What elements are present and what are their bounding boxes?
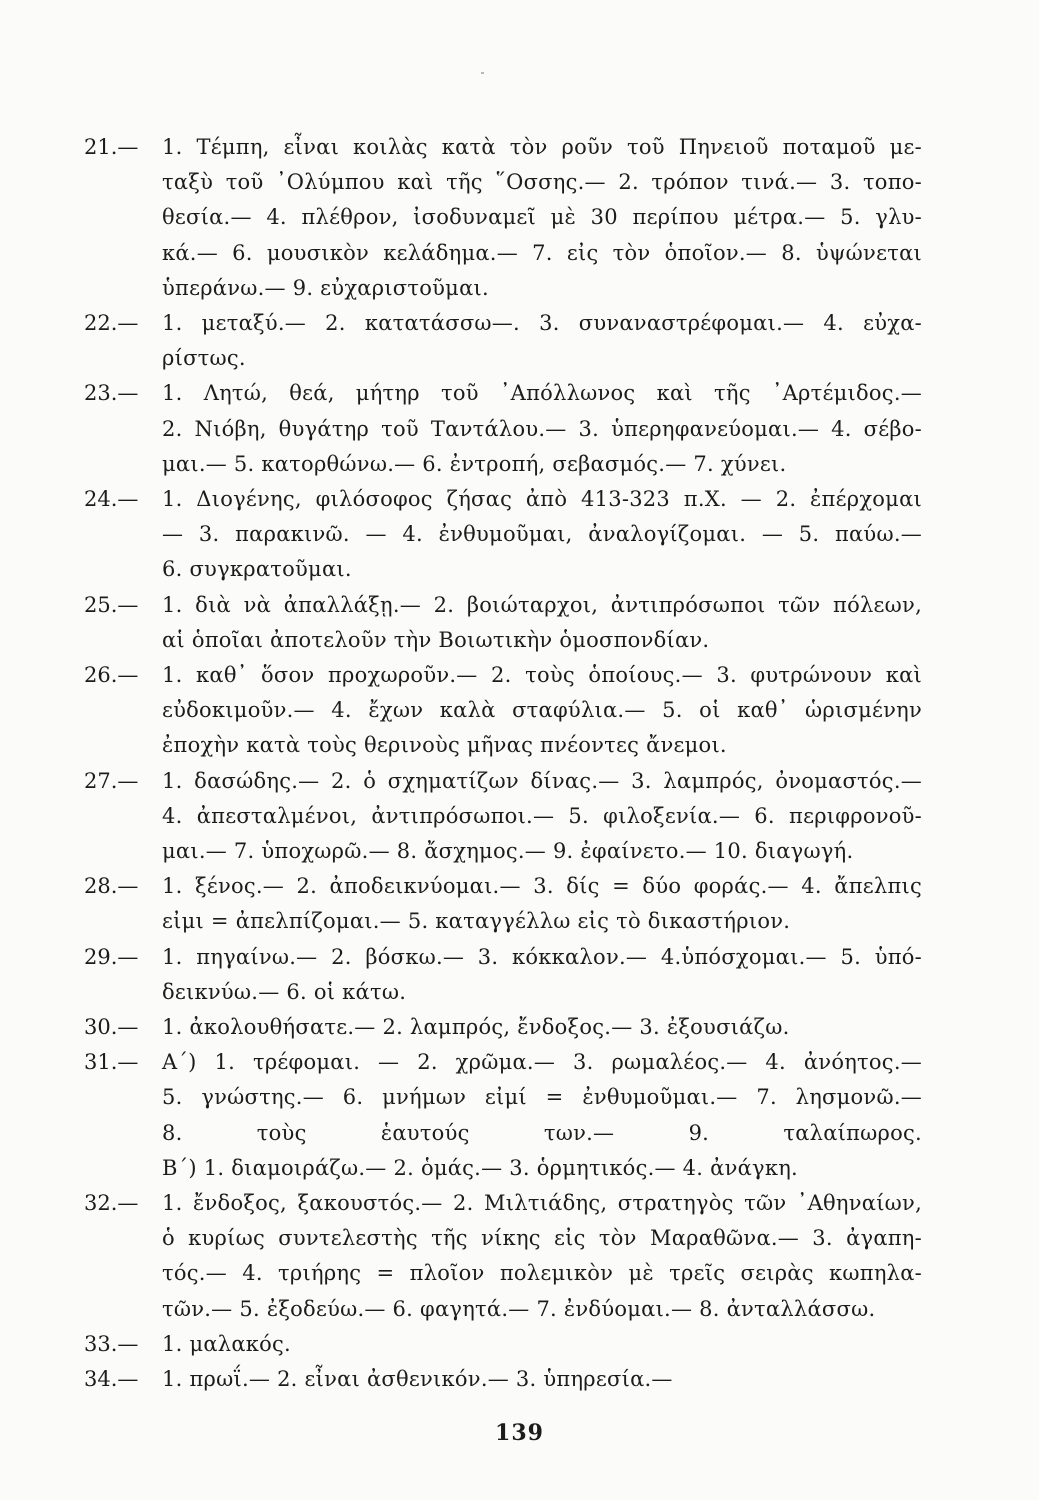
entry-line: κά.— 6. μουσικὸν κελάδημα.— 7. εἰς τὸν ὁποῖον.— 8. ὑψώνεται xyxy=(162,240,922,265)
entry-line: μαι.— 7. ὑποχωρῶ.— 8. ἄσχημος.— 9. ἐφαίνετο.— 10. διαγωγή. xyxy=(162,838,854,863)
entry-text xyxy=(162,1045,922,1186)
entry-line: Β´) 1. διαμοιράζω.— 2. ὁμάς.— 3. ὁρμητικός.— 4. ἀνάγκη. xyxy=(162,1155,798,1180)
entry-line: 1. ξένος.— 2. ἀποδεικνύομαι.— 3. δίς = δύο φοράς.— 4. ἄπελπις xyxy=(162,874,922,899)
entry-text xyxy=(162,658,922,764)
entry-number: 27.— xyxy=(84,768,139,793)
entry-line: αἱ ὁποῖαι ἀποτελοῦν τὴν Βοιωτικὴν ὁμοσπονδίαν. xyxy=(162,627,710,652)
entry-number: 23.— xyxy=(84,381,139,406)
entry-line: τῶν.— 5. ἐξοδεύω.— 6. φαγητά.— 7. ἐνδύομαι.— 8. ἀνταλλάσσω. xyxy=(162,1296,876,1321)
entry-line: τός.— 4. τριήρης = πλοῖον πολεμικὸν μὲ τρεῖς σειρὰς κωπηλα- xyxy=(162,1261,922,1286)
entry-line: 1. μαλακός. xyxy=(162,1331,291,1356)
entry-text xyxy=(162,130,922,306)
entry-line: 1. διὰ νὰ ἀπαλλάξῃ.— 2. βοιώταρχοι, ἀντιπρόσωποι τῶν πόλεων, xyxy=(162,592,922,617)
entry-number: 24.— xyxy=(84,487,139,511)
entry-line: 1. ἔνδοξος, ξακουστός.— 2. Μιλτιάδης, στρατηγὸς τῶν ᾿Αθηναίων, xyxy=(162,1191,922,1215)
entry-number: 28.— xyxy=(84,874,139,899)
entry-text xyxy=(162,940,922,1010)
entry-line: 1. Διογένης, φιλόσοφος ζήσας ἀπὸ 413-323 π.Χ. — 2. ἐπέρχομαι xyxy=(162,487,922,511)
entry-line: 1. πρωΐ.— 2. εἶναι ἀσθενικόν.— 3. ὑπηρεσία.— xyxy=(162,1367,673,1391)
entry-line: 1. ἀκολουθήσατε.— 2. λαμπρός, ἔνδοξος.— 3. ἐξουσιάζω. xyxy=(162,1015,790,1039)
entry-line: δεικνύω.— 6. οἱ κάτω. xyxy=(162,979,407,1004)
entry-line: μαι.— 5. κατορθώνω.— 6. ἐντροπή, σεβασμός.— 7. χύνει. xyxy=(162,451,787,476)
page-number: 139 xyxy=(495,1420,544,1446)
entry-line: 2. Νιόβη, θυγάτηρ τοῦ Ταντάλου.— 3. ὑπερηφανεύομαι.— 4. σέβο- xyxy=(162,416,922,441)
entry-number: 29.— xyxy=(84,944,139,969)
entry-number: 25.— xyxy=(84,592,139,617)
entry-line: 6. συγκρατοῦμαι. xyxy=(162,557,352,582)
entry-line: 1. μεταξύ.— 2. κατατάσσω—. 3. συναναστρέφομαι.— 4. εὐχα- xyxy=(162,311,922,335)
entry-text xyxy=(162,376,922,482)
entry-line: 1. καθ᾿ ὅσον προχωροῦν.— 2. τοὺς ὁποίους.— 3. φυτρώνουν καὶ xyxy=(162,663,922,687)
entry-line: εὐδοκιμοῦν.— 4. ἔχων καλὰ σταφύλια.— 5. οἱ καθ᾿ ὡρισμένην xyxy=(162,698,922,723)
entry-line: Α´) 1. τρέφομαι. — 2. χρῶμα.— 3. ρωμαλέος.— 4. ἀνόητος.— xyxy=(162,1050,922,1075)
entry-line: ὑπεράνω.— 9. εὐχαριστοῦμαι. xyxy=(162,275,489,300)
entry-number: 21.— xyxy=(84,135,139,159)
entry-number: 33.— xyxy=(84,1331,139,1356)
entry-text xyxy=(162,482,922,588)
entry-number: 31.— xyxy=(84,1050,139,1075)
scan-speck xyxy=(481,72,484,74)
entry-text xyxy=(162,764,922,870)
entry-number: 26.— xyxy=(84,663,139,687)
entry-text xyxy=(162,1327,922,1362)
entry-line: 1. πηγαίνω.— 2. βόσκω.— 3. κόκκαλον.— 4.ὑπόσχομαι.— 5. ὑπό- xyxy=(162,944,922,969)
entry-text xyxy=(162,1010,922,1045)
entry-text xyxy=(162,588,922,658)
entry-line: 8. τοὺς ἑαυτούς των.— 9. ταλαίπωρος. xyxy=(162,1120,922,1145)
entry-line: ρίστως. xyxy=(162,346,246,371)
entry-number: 32.— xyxy=(84,1191,139,1215)
entry-text xyxy=(162,1362,922,1397)
entry-number: 30.— xyxy=(84,1015,139,1039)
entry-line: ὁ κυρίως συντελεστὴς τῆς νίκης εἰς τὸν Μαραθῶνα.— 3. ἀγαπη- xyxy=(162,1226,922,1251)
entry-line: ταξὺ τοῦ ᾿Ολύμπου καὶ τῆς ῞Οσσης.— 2. τρόπον τινά.— 3. τοπο- xyxy=(162,170,922,195)
entry-text xyxy=(162,869,922,939)
entry-line: 1. δασώδης.— 2. ὁ σχηματίζων δίνας.— 3. λαμπρός, ὀνομαστός.— xyxy=(162,768,922,793)
entry-line: 1. Τέμπη, εἶναι κοιλὰς κατὰ τὸν ροῦν τοῦ Πηνειοῦ ποταμοῦ με- xyxy=(162,135,922,159)
entry-text xyxy=(162,306,922,376)
entry-line: — 3. παρακινῶ. — 4. ἐνθυμοῦμαι, ἀναλογίζομαι. — 5. παύω.— xyxy=(162,522,922,547)
entry-number: 34.— xyxy=(84,1367,139,1391)
entry-line: 5. γνώστης.— 6. μνήμων εἰμί = ἐνθυμοῦμαι.— 7. λησμονῶ.— xyxy=(162,1085,922,1110)
entry-line: ἐποχὴν κατὰ τοὺς θερινοὺς μῆνας πνέοντες ἄνεμοι. xyxy=(162,733,727,758)
entry-line: 1. Λητώ, θεά, μήτηρ τοῦ ᾿Απόλλωνος καὶ τῆς ᾿Αρτέμιδος.— xyxy=(162,381,922,406)
entry-line: θεσία.— 4. πλέθρον, ἰσοδυναμεῖ μὲ 30 περίπου μέτρα.— 5. γλυ- xyxy=(162,205,922,230)
entry-text xyxy=(162,1186,922,1327)
entry-line: 4. ἀπεσταλμένοι, ἀντιπρόσωποι.— 5. φιλοξενία.— 6. περιφρονοῦ- xyxy=(162,803,922,828)
entry-number: 22.— xyxy=(84,311,139,335)
entry-line: εἰμι = ἀπελπίζομαι.— 5. καταγγέλλω εἰς τὸ δικαστήριον. xyxy=(162,909,791,934)
